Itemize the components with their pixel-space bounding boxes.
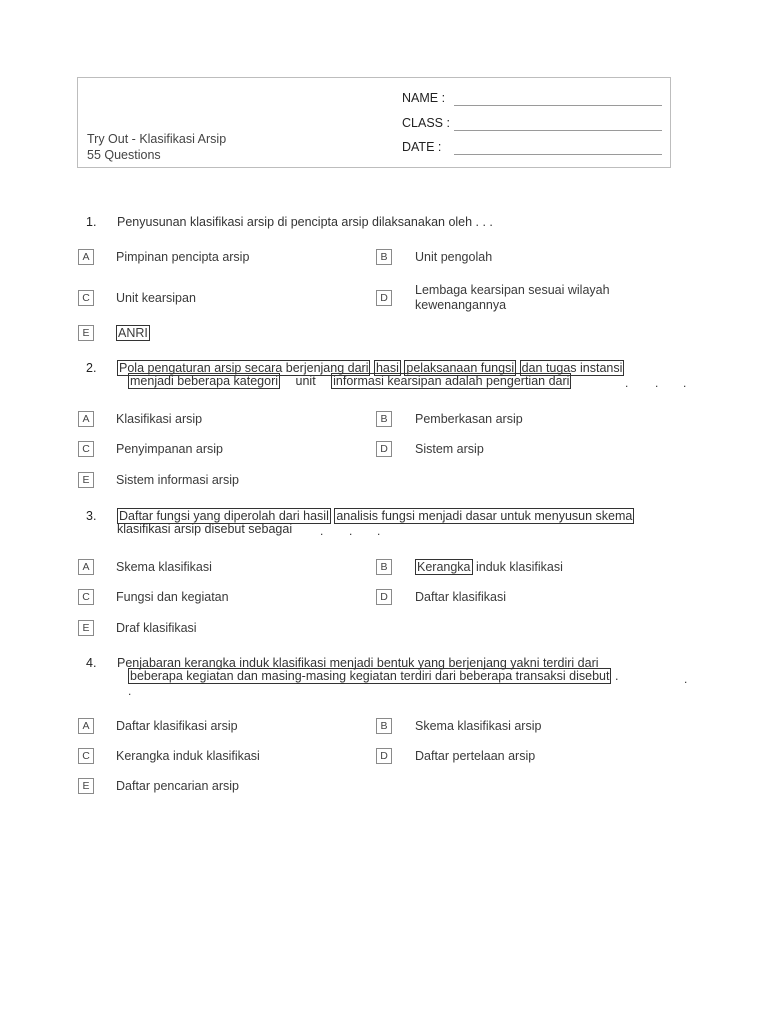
dot: . [349,524,353,538]
name-label: NAME : [402,91,446,105]
option-letter-d[interactable]: D [376,441,392,457]
question-count: 55 Questions [87,148,161,162]
option-letter-e[interactable]: E [78,472,94,488]
option-letter-a[interactable]: A [78,411,94,427]
question-text [117,510,677,536]
name-field[interactable] [402,91,445,105]
option-e-highlight: ANRI [118,326,148,340]
option-a-text: Pimpinan pencipta arsip [116,250,250,264]
option-b-text: Unit pengolah [415,250,493,264]
option-letter-b[interactable]: B [376,718,392,734]
question-line-2: klasifikasi arsip disebut sebagai [117,522,293,536]
text-segment: induk klasifikasi [476,560,563,574]
date-label: DATE : [402,140,442,154]
option-letter-e[interactable]: E [78,325,94,341]
question-number: 4. [86,656,97,670]
text-segment: Pola pengaturan arsip secara berjenjang dari [119,361,369,375]
text-segment: pelaksanaan fungsi [406,361,515,375]
option-letter-c[interactable]: C [78,441,94,457]
text-segment: informasi kearsipan adalah pengertian dari [333,374,570,388]
option-d-text: Sistem arsip [415,442,484,456]
dot: . [320,524,324,538]
dot: . [683,376,687,390]
date-line[interactable] [454,154,662,155]
option-letter-d[interactable]: D [376,589,392,605]
text-segment: menjadi beberapa kategori [130,374,279,388]
question-line-1: Penjabaran kerangka induk klasifikasi menjadi bentuk yang berjenjang yakni terdiri dari [117,656,599,670]
option-c-text: Fungsi dan kegiatan [116,590,229,604]
option-a-text: Daftar klasifikasi arsip [116,719,238,733]
name-line[interactable] [454,105,662,106]
option-c-text: Unit kearsipan [116,291,196,305]
option-d-text [415,283,610,313]
option-b-text: Pemberkasan arsip [415,412,523,426]
option-e-text [116,326,150,341]
text-segment: Daftar fungsi yang diperolah dari hasil [119,509,329,523]
option-letter-e[interactable]: E [78,778,94,794]
option-d-line-1: Lembaga kearsipan sesuai wilayah [415,283,610,297]
text-segment: beberapa kegiatan dan masing-masing kegiatan terdiri dari beberapa transaksi disebut [130,669,610,683]
option-letter-b[interactable]: B [376,559,392,575]
option-letter-e[interactable]: E [78,620,94,636]
question-line-2 [117,375,677,388]
text-segment: unit [295,374,316,388]
option-e-text: Sistem informasi arsip [116,473,239,487]
option-d-text: Daftar klasifikasi [415,590,506,604]
option-d-line-2: kewenangannya [415,298,507,312]
option-letter-c[interactable]: C [78,290,94,306]
option-letter-a[interactable]: A [78,718,94,734]
class-line[interactable] [454,130,662,131]
dot: . [377,524,381,538]
question-number: 1. [86,215,97,229]
dot: . [128,684,132,698]
date-field[interactable] [402,140,441,154]
worksheet-title: Try Out - Klasifikasi Arsip [87,132,227,146]
dot: . [625,376,629,390]
question-line-2 [117,670,677,683]
question-number: 3. [86,509,97,523]
question-text [117,362,677,388]
text-segment: analisis fungsi menjadi dasar untuk menyusun skema [336,509,633,523]
text-segment: dan tugas instansi [521,361,623,375]
option-letter-d[interactable]: D [376,748,392,764]
option-letter-b[interactable]: B [376,411,392,427]
option-letter-a[interactable]: A [78,249,94,265]
worksheet-title-block [87,131,226,163]
question-text [117,657,677,683]
option-letter-a[interactable]: A [78,559,94,575]
option-letter-b[interactable]: B [376,249,392,265]
worksheet-header [77,77,671,168]
option-letter-d[interactable]: D [376,290,392,306]
option-a-text: Klasifikasi arsip [116,412,203,426]
class-label: CLASS : [402,116,450,130]
question-text: Penyusunan klasifikasi arsip di pencipta arsip dilaksanakan oleh . . . [117,215,493,229]
option-c-text: Penyimpanan arsip [116,442,224,456]
option-b-text: Skema klasifikasi arsip [415,719,542,733]
dot: . [611,669,619,683]
text-segment: hasi [375,361,399,375]
option-d-text: Daftar pertelaan arsip [415,749,536,763]
option-letter-c[interactable]: C [78,748,94,764]
option-b-text [415,560,563,575]
option-e-text: Draf klasifikasi [116,621,197,635]
dot: . [655,376,659,390]
option-c-text: Kerangka induk klasifikasi [116,749,260,763]
class-field[interactable] [402,116,450,130]
option-e-text: Daftar pencarian arsip [116,779,239,793]
question-number: 2. [86,361,97,375]
option-a-text: Skema klasifikasi [116,560,212,574]
dot: . [684,672,688,686]
text-segment: Kerangka [417,560,471,574]
option-letter-c[interactable]: C [78,589,94,605]
